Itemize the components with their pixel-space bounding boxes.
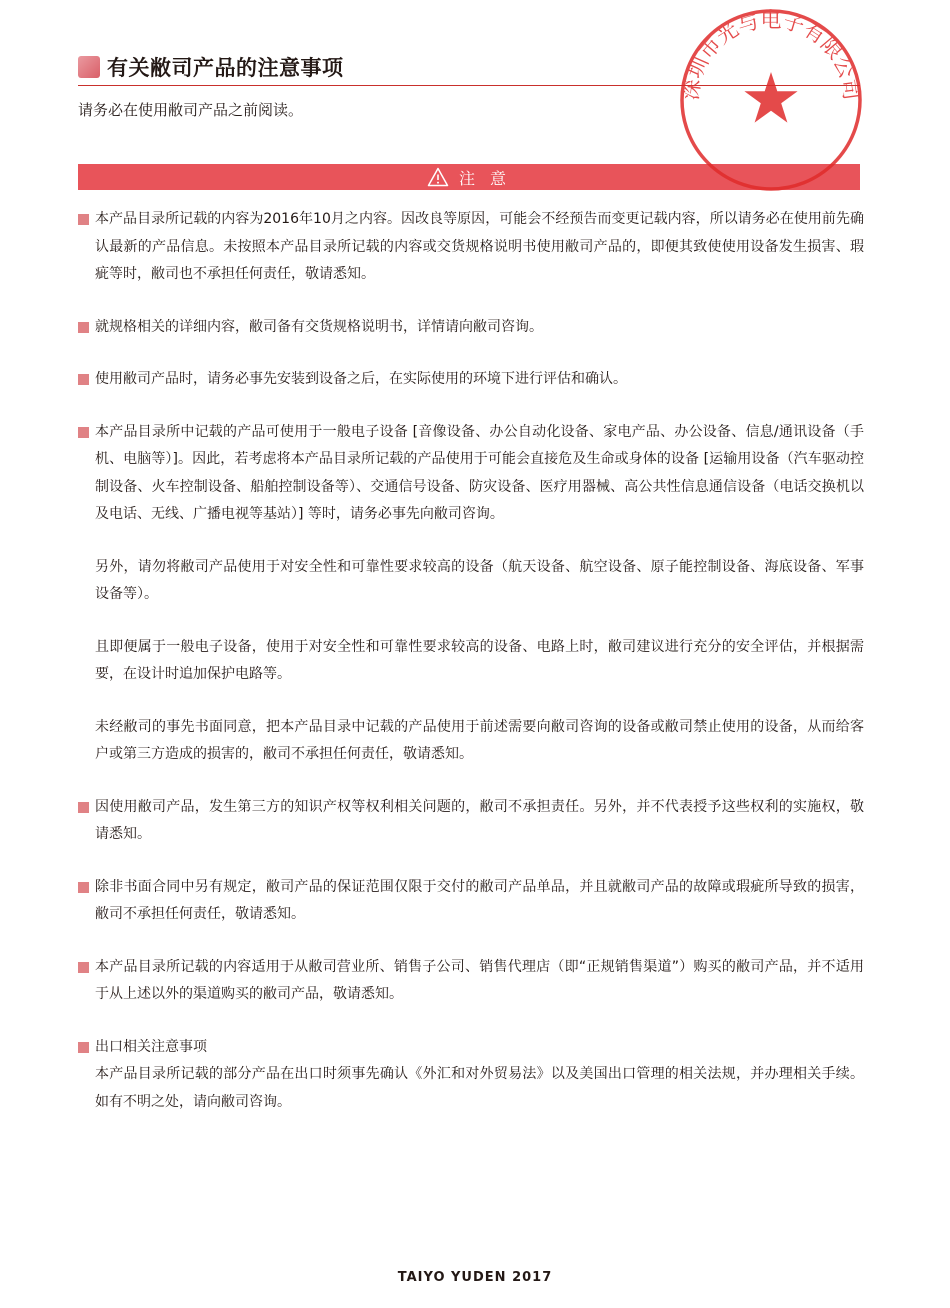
- caution-label: 注 意: [458, 168, 512, 188]
- notice-text: 本产品目录所中记载的产品可使用于一般电子设备 [音像设备、办公自动化设备、家电产品、办公设备、信息/通讯设备（手机、电脑等）]。因此，若考虑将本产品目录所记载的产品使用于可能会直接危及生命或身体的设备 [运输用设备（汽车驱动控制设备、火车控制设备、船舶控制设备等）、交通信号设备、防灾设备、医疗用器械、高公共性信息通信设备（电话交换机以及电话、无线、广播电视等基站）] 等时，请务必事先向敝司咨询。: [95, 423, 864, 522]
- export-notice-heading: [78, 1034, 864, 1062]
- notice-item: [78, 366, 864, 394]
- bullet-icon: [78, 322, 89, 333]
- title-square-icon: [78, 56, 100, 78]
- notice-subparagraph: [78, 714, 864, 769]
- bullet-icon: [78, 214, 89, 225]
- notice-text: 出口相关注意事项: [95, 1038, 207, 1055]
- notice-subparagraph: [78, 634, 864, 689]
- notice-item: [78, 954, 864, 1009]
- notice-text: 就规格相关的详细内容，敝司备有交货规格说明书，详情请向敝司咨询。: [95, 318, 543, 335]
- seal-text: 深圳市光与电子有限公司: [678, 7, 864, 102]
- bullet-icon: [78, 427, 89, 438]
- notice-text: 使用敝司产品时，请务必事先安装到设备之后，在实际使用的环境下进行评估和确认。: [95, 371, 627, 387]
- notice-text: 本产品目录所记载的内容为2016年10月之内容。因改良等原因，可能会不经预告而变更记载内容，所以请务必在使用前先确认最新的产品信息。未按照本产品目录所记载的内容或交货规格说明书使用敝司产品的，即便其致使使用设备发生损害、瑕疵等时，敝司也不承担任何责任，敬请悉知。: [95, 211, 864, 282]
- bullet-icon: [78, 374, 89, 385]
- notice-text: 另外，请勿将敝司产品使用于对安全性和可靠性要求较高的设备（航天设备、航空设备、原子能控制设备、海底设备、军事设备等）。: [95, 558, 864, 602]
- notice-text: 本产品目录所记载的部分产品在出口时须事先确认《外汇和对外贸易法》以及美国出口管理的相关法规，并办理相关手续。如有不明之处，请向敝司咨询。: [95, 1066, 864, 1110]
- notice-text: 除非书面合同中另有规定，敝司产品的保证范围仅限于交付的敝司产品单品，并且就敝司产品的故障或瑕疵所导致的损害，敝司不承担任何责任，敬请悉知。: [95, 878, 864, 922]
- warning-icon: [427, 167, 449, 187]
- bullet-icon: [78, 802, 89, 813]
- company-seal: [677, 6, 865, 194]
- page-subtitle: 请务必在使用敝司产品之前阅读。: [78, 101, 304, 119]
- notice-text: 本产品目录所记载的内容适用于从敝司营业所、销售子公司、销售代理店（即“正规销售渠道”）购买的敝司产品，并不适用于从上述以外的渠道购买的敝司产品，敬请悉知。: [95, 958, 864, 1002]
- notice-item: [78, 314, 864, 342]
- bullet-icon: [78, 962, 89, 973]
- notice-text: 且即便属于一般电子设备，使用于对安全性和可靠性要求较高的设备、电路上时，敝司建议进行充分的安全评估，并根据需要，在设计时追加保护电路等。: [95, 638, 864, 682]
- notice-item: [78, 206, 864, 289]
- notice-subparagraph: [78, 554, 864, 609]
- title-row: [78, 52, 344, 82]
- export-notice-body: [78, 1061, 864, 1116]
- footer-brand: TAIYO YUDEN 2017: [397, 1270, 553, 1285]
- notice-item: [78, 794, 864, 849]
- bullet-icon: [78, 1042, 89, 1053]
- notice-text: 未经敝司的事先书面同意，把本产品目录中记载的产品使用于前述需要向敝司咨询的设备或敝司禁止使用的设备，从而给客户或第三方造成的损害的，敝司不承担任何责任，敬请悉知。: [95, 718, 864, 762]
- star-icon: [744, 72, 797, 123]
- page-title: 有关敝司产品的注意事项: [107, 56, 344, 80]
- bullet-icon: [78, 882, 89, 893]
- notice-text: 因使用敝司产品，发生第三方的知识产权等权利相关问题的，敝司不承担责任。另外，并不代表授予这些权利的实施权，敬请悉知。: [95, 798, 864, 842]
- notice-item: [78, 874, 864, 929]
- notice-content: [78, 206, 864, 1116]
- notice-item: [78, 419, 864, 529]
